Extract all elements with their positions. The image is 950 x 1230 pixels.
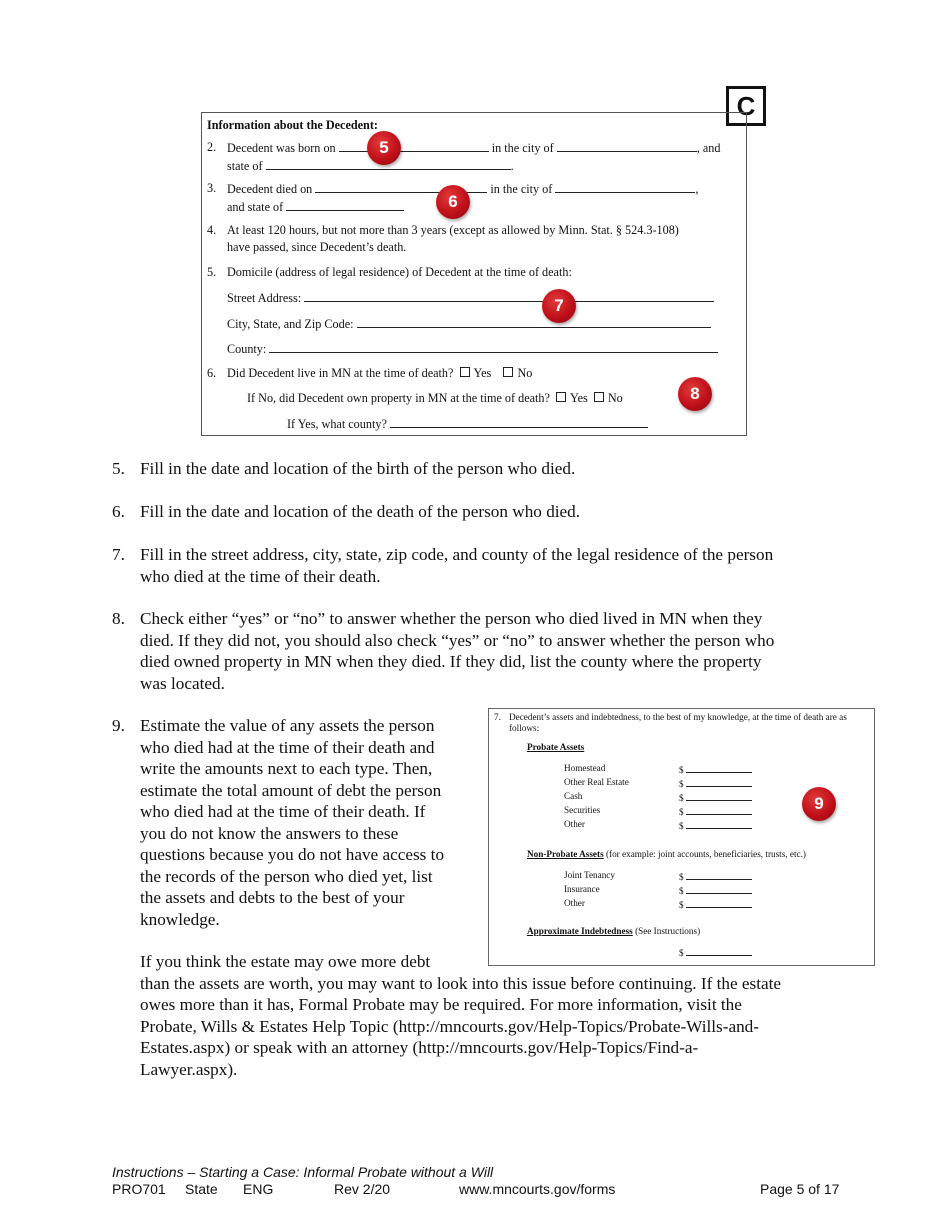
asset-label: Insurance (564, 884, 600, 894)
amount-row: $ (679, 777, 752, 790)
asset-label: Securities (564, 805, 601, 815)
form-heading: Information about the Decedent: (207, 118, 378, 132)
footer-page-number: Page 5 of 17 (760, 1181, 840, 1197)
asset-label: Other Real Estate (564, 777, 629, 787)
death-state-field (286, 198, 404, 211)
badge-5-icon: 5 (367, 131, 401, 165)
owned-property-no-checkbox (594, 392, 604, 402)
city-state-zip-field (357, 315, 711, 328)
footer-state: State (185, 1181, 218, 1197)
form-item-3: 3. Decedent died on in the city of , and state of (207, 181, 699, 214)
asset-label: Other (564, 819, 585, 829)
birth-date-field (339, 139, 489, 152)
city-state-zip-row: City, State, and Zip Code: (227, 315, 723, 333)
amount-row: $ (679, 870, 752, 883)
footer-revision: Rev 2/20 (334, 1181, 391, 1197)
owned-property-row: If No, did Decedent own property in MN at the time of death? Yes No (247, 391, 623, 405)
asset-label: Joint Tenancy (564, 870, 615, 880)
county-field (269, 340, 718, 353)
form-item-6: 6. Did Decedent live in MN at the time of death? Yes No (207, 366, 533, 380)
footer-url: www.mncourts.gov/forms (459, 1181, 616, 1197)
instruction-9: 9. Estimate the value of any assets the person who died had at the time of their death and write the amounts next to each type. Then, estimate the total amount of debt the person who died had at the time of their death. If you do not know the answers to these questions because you do not have access to the records of the person who died yet, list the assets and debts to the best of your knowledge. (112, 716, 445, 929)
form-item-5: 5. Domicile (address of legal residence) of Decedent at the time of death: (207, 265, 572, 279)
lived-mn-no-checkbox (503, 367, 513, 377)
amount-row: $ (679, 946, 752, 959)
birth-city-field (557, 139, 697, 152)
badge-8-icon: 8 (678, 377, 712, 411)
lived-mn-yes-checkbox (460, 367, 470, 377)
footer-title: Instructions – Starting a Case: Informal Probate without a Will (112, 1164, 494, 1180)
instruction-8: 8. Check either “yes” or “no” to answer whether the person who died lived in MN when they died. If they did not, you should also check “yes” or “no” to answer whether the person who died owned property in MN when they died. If they did, list the county where the property was located. (112, 609, 775, 693)
badge-9-icon: 9 (802, 787, 836, 821)
probate-assets-heading: Probate Assets (527, 742, 585, 752)
instruction-7: 7. Fill in the street address, city, state, zip code, and county of the legal residence of the person who died at the time of their death. (112, 545, 774, 586)
form-item-4: 4. At least 120 hours, but not more than 3 years (except as allowed by Minn. Stat. § 524.3-108) have passed, since Decedent’s death. (207, 223, 679, 254)
street-address-field (304, 289, 714, 302)
county-row: County: (227, 340, 723, 358)
indebtedness-heading: Approximate Indebtedness (See Instructions) (527, 926, 701, 936)
amount-row: $ (679, 819, 752, 832)
assets-form-image: 7. Decedent’s assets and indebtedness, to the best of my knowledge, at the time of death are as follows: Probate Assets Homestead Other Real Estate Cash Securities Other $ $ $ $ $ Non-Probate Assets (for example: joint accounts, beneficiaries, trusts, etc.) Joint Tenancy Insurance Other $ $ $ Approximate Indebtedness (See Instructions) $ (488, 708, 875, 966)
death-city-field (555, 180, 695, 193)
asset-label: Homestead (564, 763, 606, 773)
instruction-6: 6. Fill in the date and location of the death of the person who died. (112, 502, 581, 521)
instruction-5: 5. Fill in the date and location of the birth of the person who died. (112, 459, 576, 478)
asset-label: Cash (564, 791, 583, 801)
property-county-row: If Yes, what county? (287, 415, 687, 433)
section-label-c: C (726, 86, 766, 126)
amount-row: $ (679, 884, 752, 897)
footer-language: ENG (243, 1181, 274, 1197)
amount-row: $ (679, 805, 752, 818)
amount-row: $ (679, 898, 752, 911)
estate-debt-paragraph: If you think the estate may owe more debt than the assets are worth, you may want to look into this issue before continuing. If the estate owes more than it has, Formal Probate may be required. For more information, visit the Probate, Wills & Estates Help Topic (http://mncourts.gov/Help-Topics/Probate-Wills-and- Estates.aspx) or speak with an attorney (http://mncourts.gov/Help-Topics/Find-a- Lawyer.aspx). (140, 952, 782, 1079)
asset-label: Other (564, 898, 585, 908)
street-address-row: Street Address: (227, 289, 723, 307)
property-county-field (390, 415, 648, 428)
decedent-info-form-image (201, 112, 747, 436)
amount-row: $ (679, 763, 752, 776)
badge-7-icon: 7 (542, 289, 576, 323)
amount-row: $ (679, 791, 752, 804)
badge-6-icon: 6 (436, 185, 470, 219)
owned-property-yes-checkbox (556, 392, 566, 402)
form-item-2: 2. Decedent was born on in the city of , and state of . (207, 140, 721, 173)
footer-form-code: PRO701 (112, 1181, 166, 1197)
non-probate-assets-heading: Non-Probate Assets (for example: joint accounts, beneficiaries, trusts, etc.) (527, 849, 806, 859)
